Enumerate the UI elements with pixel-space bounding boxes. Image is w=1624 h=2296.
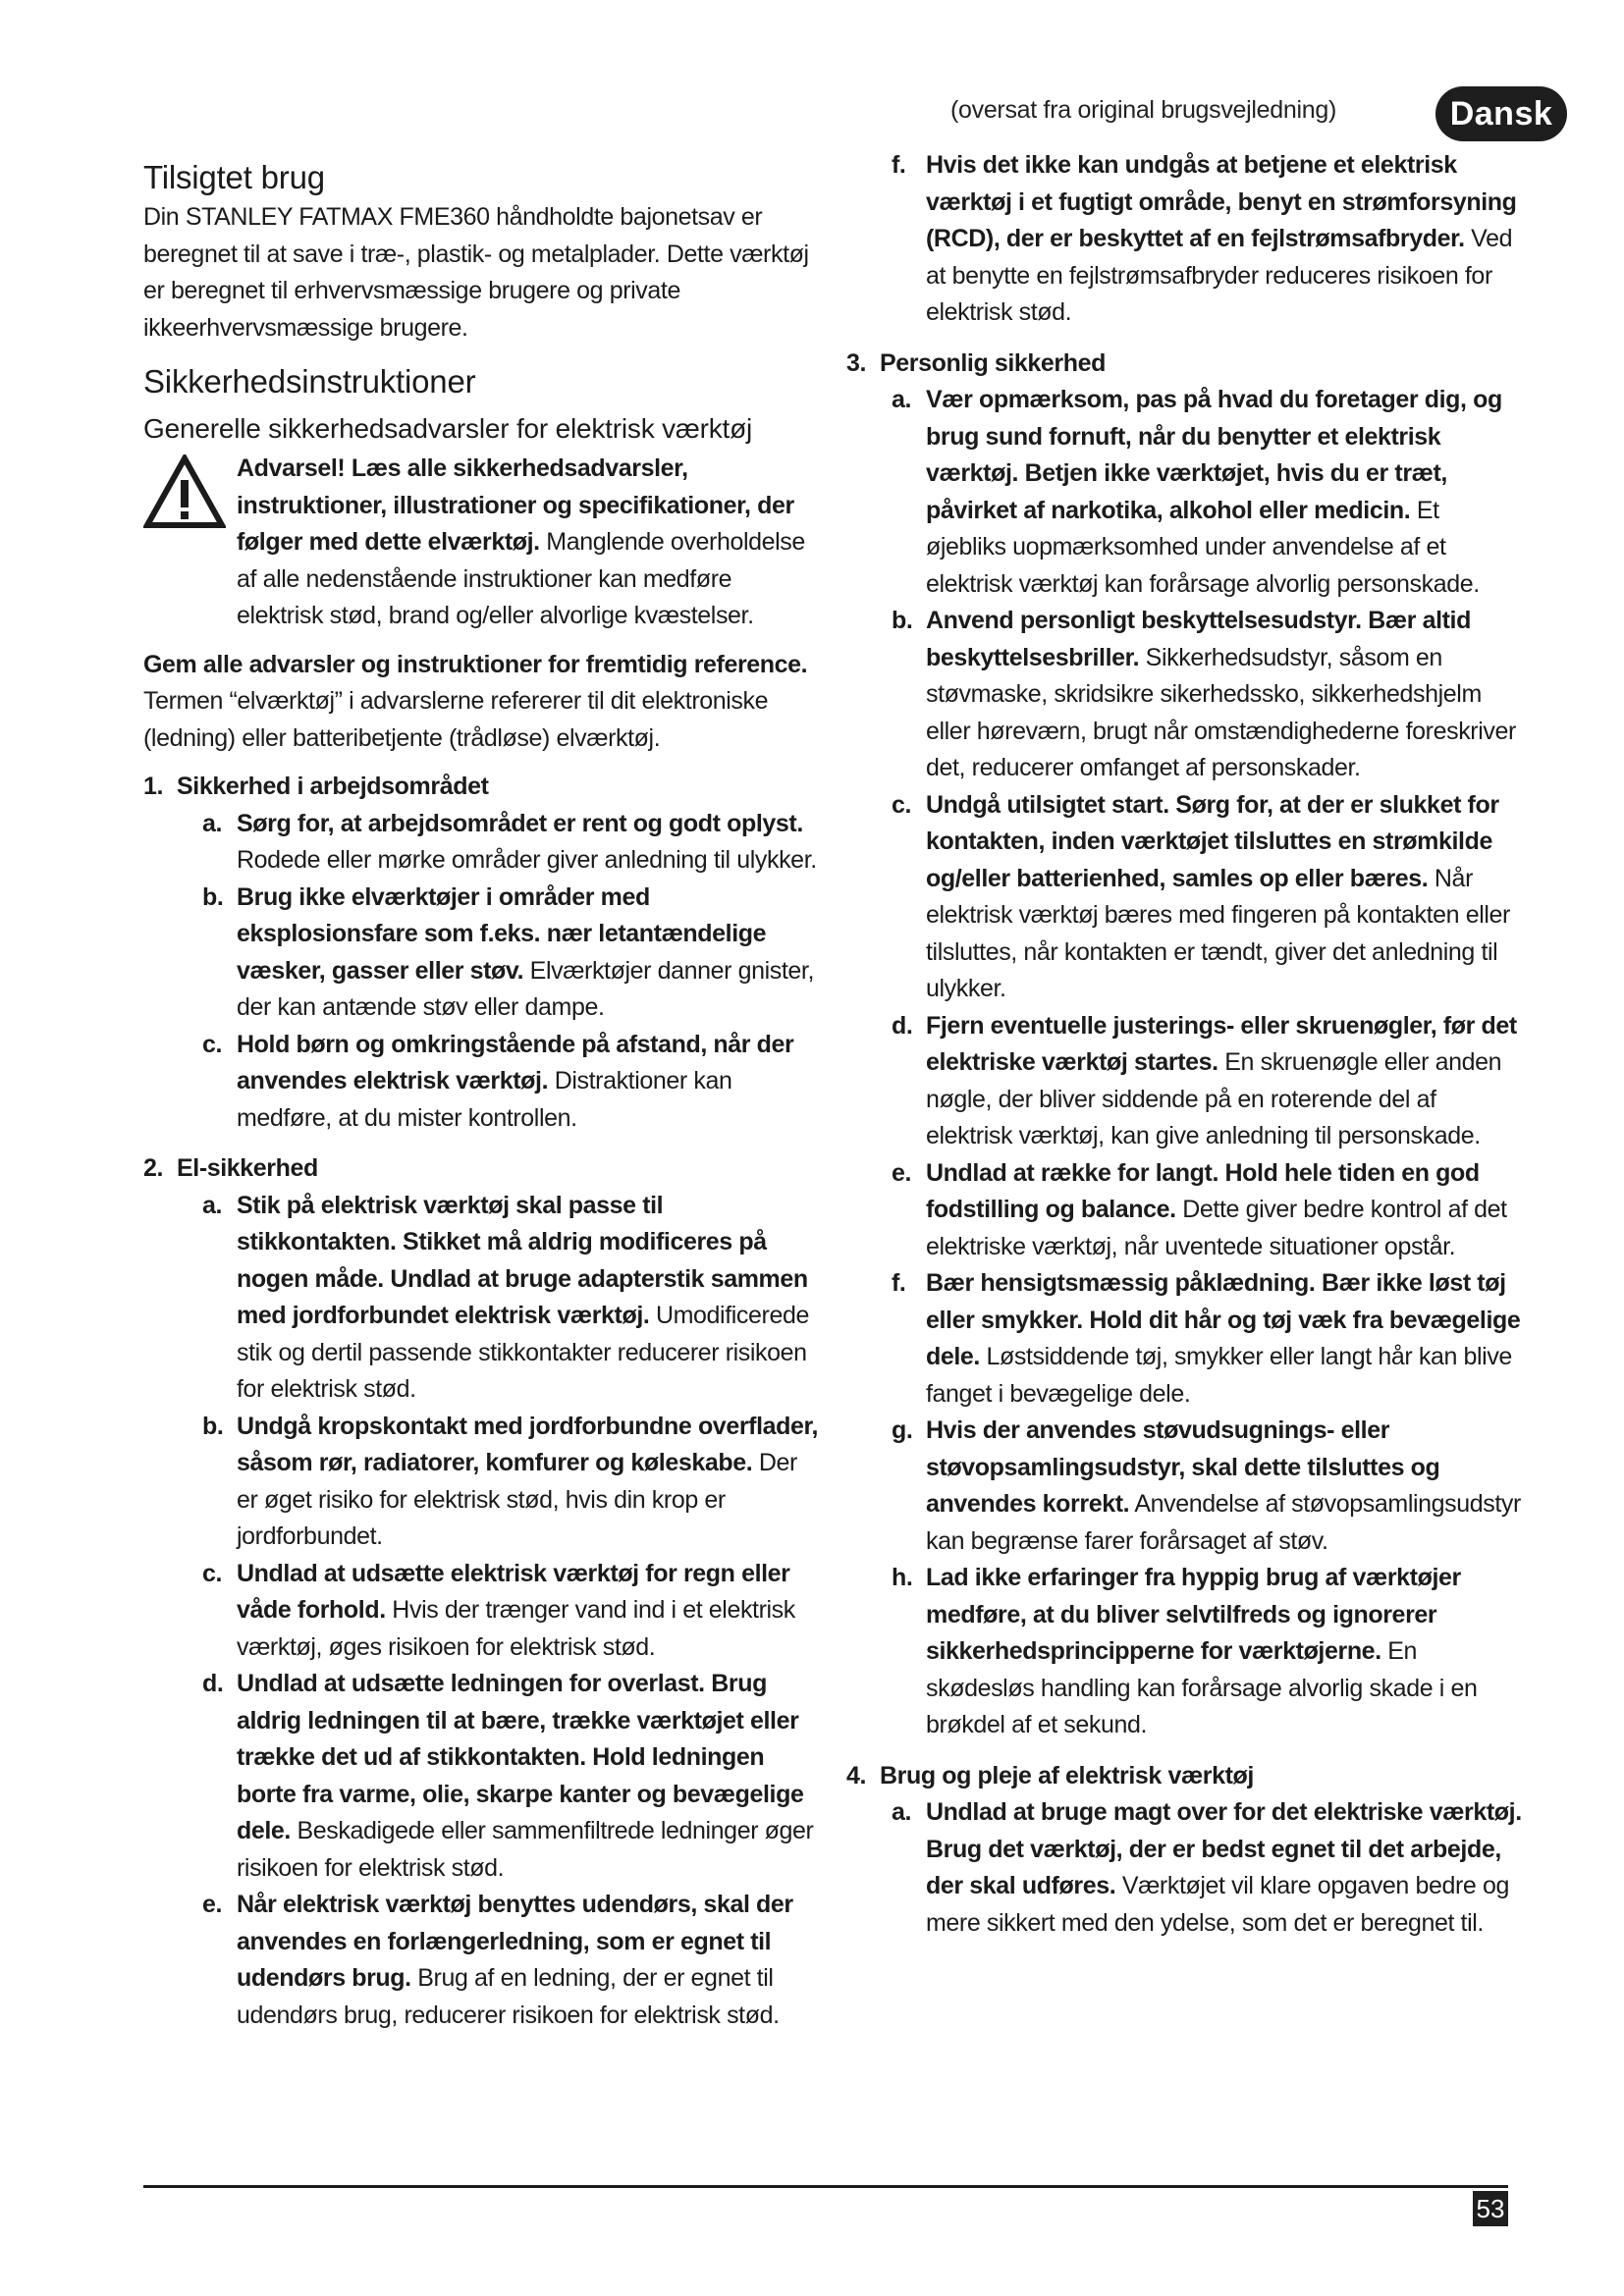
list-item	[177, 880, 821, 1027]
list-item	[866, 603, 1522, 787]
list-item	[177, 1887, 821, 2034]
item-letter: c.	[892, 790, 912, 819]
item-text: Beskadigede eller sammenfiltrede ledninger øger risikoen for elektrisk stød.	[237, 1817, 814, 1882]
item-letter: c.	[202, 1030, 223, 1058]
item-letter: b.	[202, 882, 224, 911]
list-item	[866, 1155, 1522, 1266]
section-label: Sikkerhed i arbejdsområdet	[177, 773, 489, 800]
item-text: Dette giver bedre kontrol af det elektriske værktøj, når uventede situationer opstår.	[926, 1196, 1507, 1260]
item-text: Rodede eller mørke områder giver anledning til ulykker.	[237, 846, 817, 874]
list-item	[866, 1794, 1522, 1942]
warning-bold: Advarsel! Læs alle sikkerhedsadvarsler, instruktioner, illustrationer og specifikationer, der følger med dette elværktøj.	[237, 454, 794, 556]
section-title	[143, 769, 821, 806]
intended-use-text: Din STANLEY FATMAX FME360 håndholdte bajonetsav er beregnet til at save i træ-, plastik- og metalplader. Dette værktøj er beregnet til erhvervsmæssige brugere og private ikkeerhvervsmæssige brugere.	[143, 203, 809, 342]
item-bold: Når elektrisk værktøj benyttes udendørs, skal der anvendes en forlængerledning, som er egnet til udendørs brug.	[237, 1891, 793, 1992]
footer-rule	[143, 2185, 1508, 2188]
item-text: Ved at benytte en fejlstrømsafbryder reduceres risikoen for elektrisk stød.	[926, 225, 1513, 326]
item-text: Umodificerede stik og dertil passende stikkontakter reducerer risikoen for elektrisk stød.	[237, 1302, 809, 1403]
list-item	[866, 787, 1522, 1008]
item-letter: g.	[892, 1416, 913, 1444]
section-label: Brug og pleje af elektrisk værktøj	[880, 1761, 1254, 1789]
page-number: 53	[1473, 2191, 1508, 2226]
list-item	[177, 1188, 821, 1409]
save-warnings-bold: Gem alle advarsler og instruktioner for fremtidig reference.	[143, 650, 808, 678]
section-number: 3.	[846, 348, 867, 377]
warning-body: Manglende overholdelse af alle nedenstående instruktioner kan medføre elektrisk stød, brand og/eller alvorlige kvæstelser.	[237, 528, 805, 629]
item-text: En skruenøgle eller anden nøgle, der bliver siddende på en roterende del af elektrisk værktøj, kan give anledning til personskade.	[926, 1048, 1502, 1149]
item-text: Elværktøjer danner gnister, der kan antænde støv eller dampe.	[237, 956, 814, 1021]
section-label: Personlig sikkerhed	[880, 348, 1106, 377]
item-bold: Undlad at række for langt. Hold hele tiden en god fodstilling og balance.	[926, 1158, 1480, 1223]
section-work-area	[143, 769, 821, 1137]
item-bold: Sørg for, at arbejdsområdet er rent og godt oplyst.	[237, 809, 803, 837]
warning-text	[237, 451, 821, 635]
item-text: Når elektrisk værktøj bæres med fingeren på kontakten eller tilsluttes, når kontakten er tændt, giver det anledning til ulykker.	[926, 864, 1510, 1002]
item-bold: Hvis det ikke kan undgås at betjene et elektrisk værktøj i et fugtigt område, benyt en strømforsyning (RCD), der er beskyttet af en fejlstrømsafbryder.	[926, 151, 1517, 252]
item-text: Der er øget risiko for elektrisk stød, hvis din krop er jordforbundet.	[237, 1449, 797, 1550]
item-bold: Anvend personligt beskyttelsesudstyr. Bær altid beskyttelsesbriller.	[926, 607, 1471, 671]
list-item	[177, 1556, 821, 1667]
item-bold: Stik på elektrisk værktøj skal passe til stikkontakten. Stikket må aldrig modificeres på nogen måde. Undlad at bruge adapterstik sammen med jordforbundet elektrisk værktøj.	[237, 1191, 808, 1329]
item-bold: Lad ikke erfaringer fra hyppig brug af værktøjer medføre, at du bliver selvtilfreds og ignorerer sikkerhedsprincipperne for værktøjerne.	[926, 1564, 1461, 1665]
item-bold: Bær hensigtsmæssig påklædning. Bær ikke løst tøj eller smykker. Hold dit hår og tøj væk fra bevægelige dele.	[926, 1269, 1521, 1370]
warning-triangle-icon	[143, 454, 226, 529]
item-bold: Undlad at udsætte elektrisk værktøj for regn eller våde forhold.	[237, 1559, 790, 1624]
item-bold: Undgå kropskontakt med jordforbundne overflader, såsom rør, radiatorer, komfurer og køleskabe.	[237, 1412, 818, 1476]
section-title	[143, 1150, 821, 1188]
item-text: Værktøjet vil klare opgaven bedre og mere sikkert med den ydelse, som det er beregnet til.	[926, 1872, 1509, 1937]
item-text: Et øjebliks uopmærksomhed under anvendelse af et elektrisk værktøj kan forårsage alvorlig personskade.	[926, 496, 1480, 598]
left-column	[143, 147, 821, 2034]
right-column	[846, 147, 1522, 1942]
item-text: Hvis der trænger vand ind i et elektrisk værktøj, øges risikoen for elektrisk stød.	[237, 1596, 795, 1661]
item-letter: b.	[202, 1412, 224, 1440]
item-letter: d.	[202, 1670, 224, 1697]
list-item	[866, 382, 1522, 603]
list-item	[177, 1666, 821, 1887]
item-letter: a.	[202, 809, 223, 837]
list-item	[866, 1413, 1522, 1560]
section-title	[846, 1758, 1522, 1795]
item-letter: b.	[892, 607, 913, 634]
list-item	[866, 147, 1522, 332]
general-warnings-title: Generelle sikkerhedsadvarsler for elektrisk værktøj	[143, 413, 753, 444]
section-number: 2.	[143, 1154, 164, 1182]
safety-instructions-title: Sikkerhedsinstruktioner	[143, 363, 476, 400]
item-text: Distraktioner kan medføre, at du mister kontrollen.	[237, 1067, 732, 1132]
section-number: 1.	[143, 773, 164, 800]
list-item	[177, 806, 821, 880]
list-item	[866, 1008, 1522, 1155]
list-item	[177, 1027, 821, 1138]
section-label: El-sikkerhed	[177, 1154, 318, 1182]
save-warnings-body: Termen “elværktøj” i advarslerne refererer til dit elektroniske (ledning) eller batteribetjente (trådløse) elværktøj.	[143, 687, 769, 752]
item-letter: f.	[892, 151, 906, 179]
item-letter: h.	[892, 1564, 913, 1591]
list-item	[177, 1409, 821, 1556]
intended-use-title: Tilsigtet brug	[143, 159, 325, 195]
item-bold: Fjern eventuelle justerings- eller skruenøgler, før det elektriske værktøj startes.	[926, 1011, 1517, 1076]
section-tool-use-care	[846, 1758, 1522, 1943]
section-title	[846, 346, 1522, 383]
language-badge: Dansk	[1435, 86, 1567, 141]
list-item	[866, 1265, 1522, 1413]
item-bold: Undlad at bruge magt over for det elektriske værktøj. Brug det værktøj, der er bedst egnet til det arbejde, der skal udføres.	[926, 1798, 1522, 1899]
item-letter: d.	[892, 1011, 913, 1040]
item-bold: Undlad at udsætte ledningen for overlast. Brug aldrig ledningen til at bære, trække værktøjet eller trække det ud af stikkontakten. Hold ledningen borte fra varme, olie, skarpe kanter og bevægelige dele.	[237, 1670, 804, 1844]
item-bold: Hvis der anvendes støvudsugnings- eller støvopsamlingsudstyr, skal dette tilsluttes og anvendes korrekt.	[926, 1416, 1440, 1518]
item-letter: e.	[892, 1158, 912, 1187]
section-number: 4.	[846, 1761, 867, 1789]
save-warnings-text	[143, 647, 821, 758]
item-letter: a.	[892, 1798, 912, 1826]
item-bold: Vær opmærksom, pas på hvad du foretager dig, og brug sund fornuft, når du benytter et elektrisk værktøj. Betjen ikke værktøjet, hvis du er træt, påvirket af narkotika, alkohol eller medicin.	[926, 386, 1502, 524]
header-note: (oversat fra original brugsvejledning)	[950, 96, 1336, 124]
section-personal-safety	[846, 346, 1522, 1744]
item-bold: Undgå utilsigtet start. Sørg for, at der er slukket for kontakten, inden værktøjet tilsluttes en strømkilde og/eller batterienhed, samles op eller bæres.	[926, 790, 1499, 892]
warning-block	[143, 451, 821, 635]
item-text: Anvendelse af støvopsamlingsudstyr kan begrænse farer forårsaget af støv.	[926, 1490, 1521, 1555]
item-text: En skødesløs handling kan forårsage alvorlig skade i en brøkdel af et sekund.	[926, 1637, 1478, 1738]
item-text: Sikkerhedsudstyr, såsom en støvmaske, skridsikre sikerhedssko, sikkerhedshjelm eller høreværn, brugt når omstændighederne foreskriver det, reducerer omfanget af personskader.	[926, 643, 1516, 781]
item-text: Løstsiddende tøj, smykker eller langt hår kan blive fanget i bevægelige dele.	[926, 1343, 1512, 1408]
item-bold: Brug ikke elværktøjer i områder med eksplosionsfare som f.eks. nær letantændelige væsker, gasser eller støv.	[237, 882, 767, 985]
item-letter: a.	[202, 1191, 223, 1219]
item-letter: e.	[202, 1891, 223, 1918]
section-electrical	[143, 1150, 821, 2034]
list-item	[866, 1560, 1522, 1744]
item-letter: f.	[892, 1269, 906, 1297]
item-text: Brug af en ledning, der er egnet til udendørs brug, reducerer risikoen for elektrisk stød.	[237, 1964, 780, 2029]
item-letter: c.	[202, 1559, 223, 1587]
item-letter: a.	[892, 386, 912, 413]
item-bold: Hold børn og omkringstående på afstand, når der anvendes elektrisk værktøj.	[237, 1030, 794, 1095]
